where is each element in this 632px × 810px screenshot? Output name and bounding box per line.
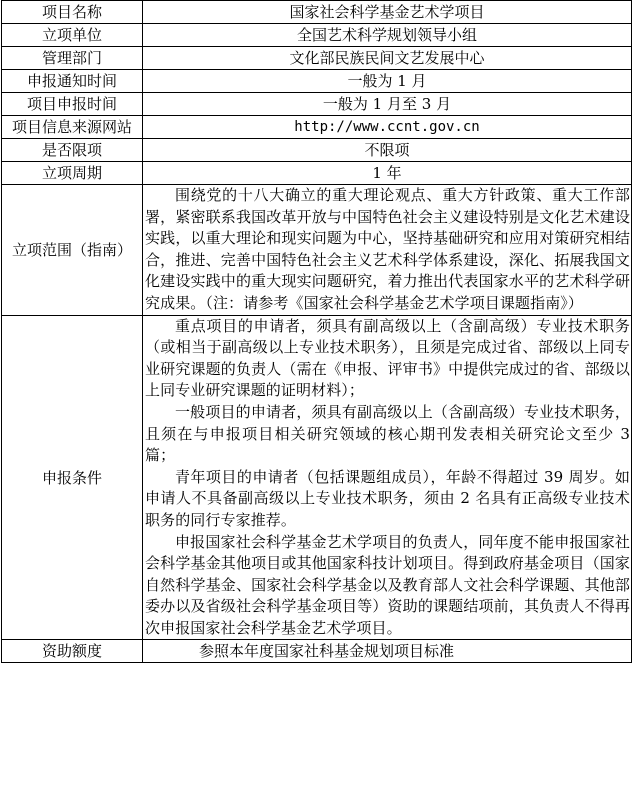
row-value-funding: 参照本年度国家社科基金规划项目标准 xyxy=(143,640,632,663)
row-label-quota-limit: 是否限项 xyxy=(2,139,143,162)
row-label-application-time: 项目申报时间 xyxy=(2,93,143,116)
condition-paragraph-restrictions: 申报国家社会科学基金艺术学项目的负责人，同年度不能申报国家社会科学基金其他项目或其他国家科技计划项目。得到政府基金项目（国家自然科学基金、国家社会科学基金以及教育部人文社会科学课题、其他部委办以及省级社会科学基金项目等）资助的课题结项前，其负责人不得再次申报国家社会科学基金艺术学项目。 xyxy=(145,532,630,637)
row-label-project-name: 项目名称 xyxy=(2,1,143,24)
condition-paragraph-youth-project: 青年项目的申请者（包括课题组成员），年龄不得超过 39 周岁。如申请人不具备副高级以上专业技术职务，须由 2 名具有正高级专业技术职务的同行专家推荐。 xyxy=(145,467,630,529)
row-label-establishing-unit: 立项单位 xyxy=(2,24,143,47)
row-value-info-source-url: http://www.ccnt.gov.cn xyxy=(143,116,632,139)
row-value-management-dept: 文化部民族民间文艺发展中心 xyxy=(143,47,632,70)
table-row xyxy=(2,185,632,316)
row-label-notice-time: 申报通知时间 xyxy=(2,70,143,93)
table-row xyxy=(2,116,632,139)
scope-paragraph: 围绕党的十八大确立的重大理论观点、重大方针政策、重大工作部署，紧密联系我国改革开放与中国特色社会主义建设特别是文化艺术建设实践，以重大理论和现实问题为中心，坚持基础研究和应用对策研究相结合，推进、完善中国特色社会主义艺术科学体系建设，深化、拓展我国文化建设实践中的重大现实问题研究，着力推出代表国家水平的艺术科学研究成果。（注：请参考《国家社会科学基金艺术学项目课题指南》） xyxy=(145,186,630,312)
table-row xyxy=(2,139,632,162)
row-value-conditions xyxy=(143,315,632,640)
row-value-project-cycle: 1 年 xyxy=(143,162,632,185)
row-value-application-time: 一般为 1 月至 3 月 xyxy=(143,93,632,116)
row-label-funding: 资助额度 xyxy=(2,640,143,663)
table-row xyxy=(2,162,632,185)
condition-paragraph-key-project: 重点项目的申请者，须具有副高级以上（含副高级）专业技术职务（或相当于副高级以上专业技术职务），且须是完成过省、部级以上同专业研究课题的负责人（需在《申报、评审书》中提供完成过的省、部级以上同专业研究课题的证明材料）； xyxy=(145,316,630,400)
table-row xyxy=(2,640,632,663)
table-row xyxy=(2,47,632,70)
project-info-table xyxy=(1,0,632,663)
row-label-management-dept: 管理部门 xyxy=(2,47,143,70)
row-label-project-cycle: 立项周期 xyxy=(2,162,143,185)
row-label-info-source: 项目信息来源网站 xyxy=(2,116,143,139)
row-value-quota-limit: 不限项 xyxy=(143,139,632,162)
row-value-scope xyxy=(143,185,632,316)
row-label-scope: 立项范围（指南） xyxy=(2,185,143,316)
row-value-establishing-unit: 全国艺术科学规划领导小组 xyxy=(143,24,632,47)
table-row xyxy=(2,315,632,640)
table-row xyxy=(2,93,632,116)
table-row xyxy=(2,70,632,93)
row-value-notice-time: 一般为 1 月 xyxy=(143,70,632,93)
row-label-conditions: 申报条件 xyxy=(2,315,143,640)
row-value-project-name: 国家社会科学基金艺术学项目 xyxy=(143,1,632,24)
condition-paragraph-general-project: 一般项目的申请者，须具有副高级以上（含副高级）专业技术职务，且须在与申报项目相关研究领域的核心期刊发表相关研究论文至少 3 篇； xyxy=(145,402,630,465)
table-row xyxy=(2,1,632,24)
table-row xyxy=(2,24,632,47)
